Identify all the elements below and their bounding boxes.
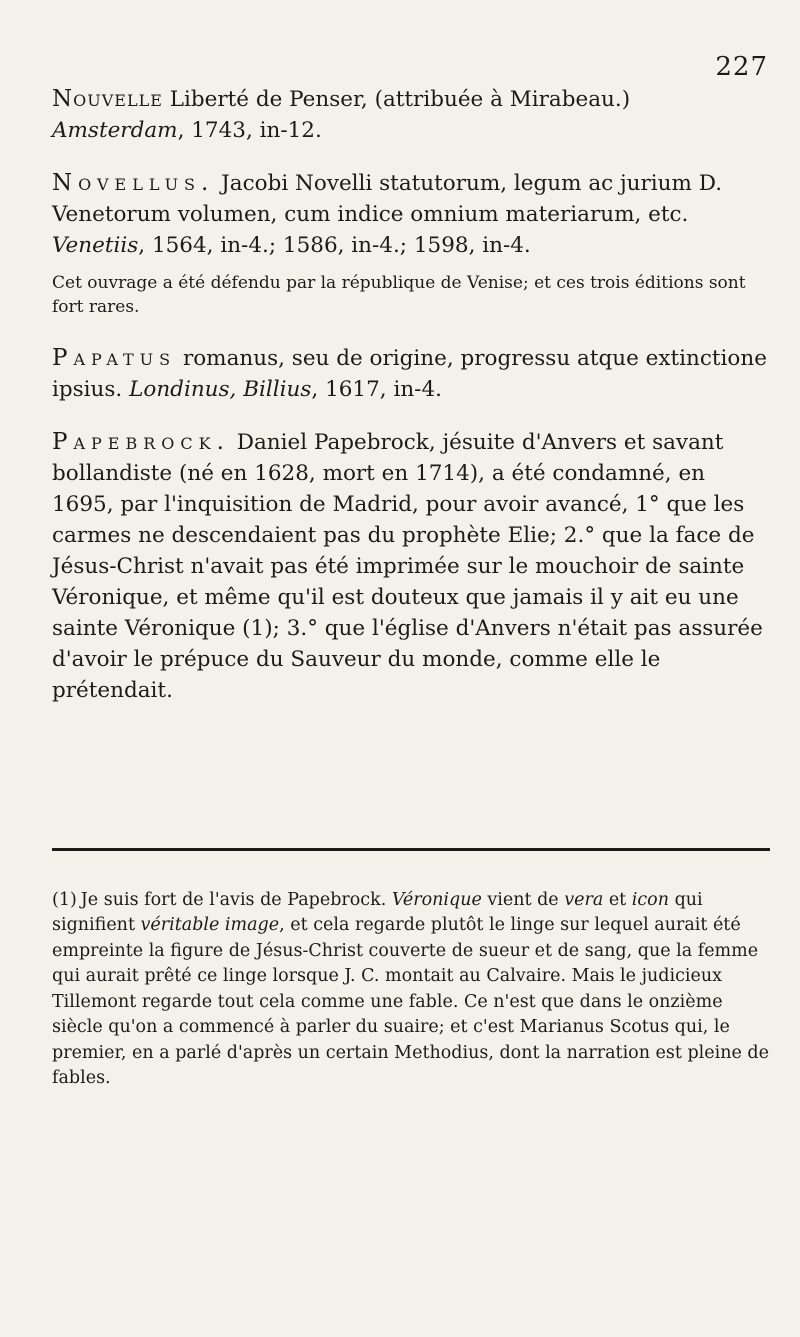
bibliography-entries [52, 84, 770, 728]
page-number: 227 [715, 52, 768, 82]
entry-text: Daniel Papebrock, jésuite d'Anvers et savant bollandiste (né en 1628, mort en 1714), a été condamné, en 1695, par l'inquisition de Madrid, pour avoir avancé, 1° que les carmes ne descendaient pas du prophète Elie; 2.° que la face de Jésus-Christ n'avait pas été imprimée sur le mouchoir de sainte Véronique, et même qu'il est douteux que jamais il y ait eu une sainte Véronique (1); 3.° que l'église d'Anvers n'était pas assurée d'avoir le prépuce du Sauveur du monde, comme elle le prétendait. [52, 430, 763, 703]
entry-text: Liberté de Penser, (attribuée à Mirabeau.) [162, 87, 631, 112]
entry-head: Papatus [52, 345, 177, 371]
entry-tail: , 1743, in-12. [177, 118, 322, 143]
entry-imprint: Londinus, Billius [129, 377, 312, 402]
entry-papebrock [52, 427, 770, 706]
entry-imprint: Venetiis [52, 233, 139, 258]
entry-nouvelle [52, 84, 770, 146]
footnote-italic: Véronique [391, 889, 482, 910]
footnote [52, 888, 770, 1092]
footnote-rule [52, 848, 770, 851]
footnote-italic: icon [631, 889, 669, 910]
entry-novellus [52, 168, 770, 261]
footnote-text: qui signifient [52, 889, 703, 935]
entry-head: Papebrock. [52, 429, 230, 455]
entry-tail: , 1617, in-4. [311, 377, 442, 402]
footnote-italic: véritable image [140, 915, 280, 935]
entry-head: Novellus. [52, 170, 215, 196]
entry-tail: , 1564, in-4.; 1586, in-4.; 1598, in-4. [138, 233, 531, 258]
footnote-text: Je suis fort de l'avis de Papebrock. [80, 889, 392, 910]
entry-note: Cet ouvrage a été défendu par la république de Venise; et ces trois éditions sont fort rares. [52, 273, 746, 317]
footnote-italic: vera [564, 889, 604, 910]
entry-text: Jacobi Novelli statutorum, legum ac jurium D. Venetorum volumen, cum indice omnium materiarum, etc. [52, 171, 723, 227]
entry-imprint: Amsterdam [52, 118, 178, 143]
footnote-text: , et cela regarde plutôt le linge sur lequel aurait été empreinte la figure de Jésus-Christ couverte de sueur et de sang, que la femme qui aurait prêté ce linge lorsque J. C. montait au Calvaire. Mais le judicieux Tillemont regarde tout cela comme une fable. Ce n'est que dans le onzième siècle qu'on a commencé à parler du suaire; et c'est Marianus Scotus qui, le premier, en a parlé d'après un certain Methodius, dont la narration est pleine de fables. [52, 915, 769, 1088]
footnote-text: et [603, 889, 632, 910]
entry-head: Nouvelle [52, 86, 163, 112]
entry-papatus [52, 343, 770, 405]
footnote-mark: (1) [52, 889, 77, 910]
footnote-text: vient de [481, 889, 565, 910]
entry-text: romanus, seu de origine, progressu atque extinctione ipsius. [52, 346, 767, 402]
